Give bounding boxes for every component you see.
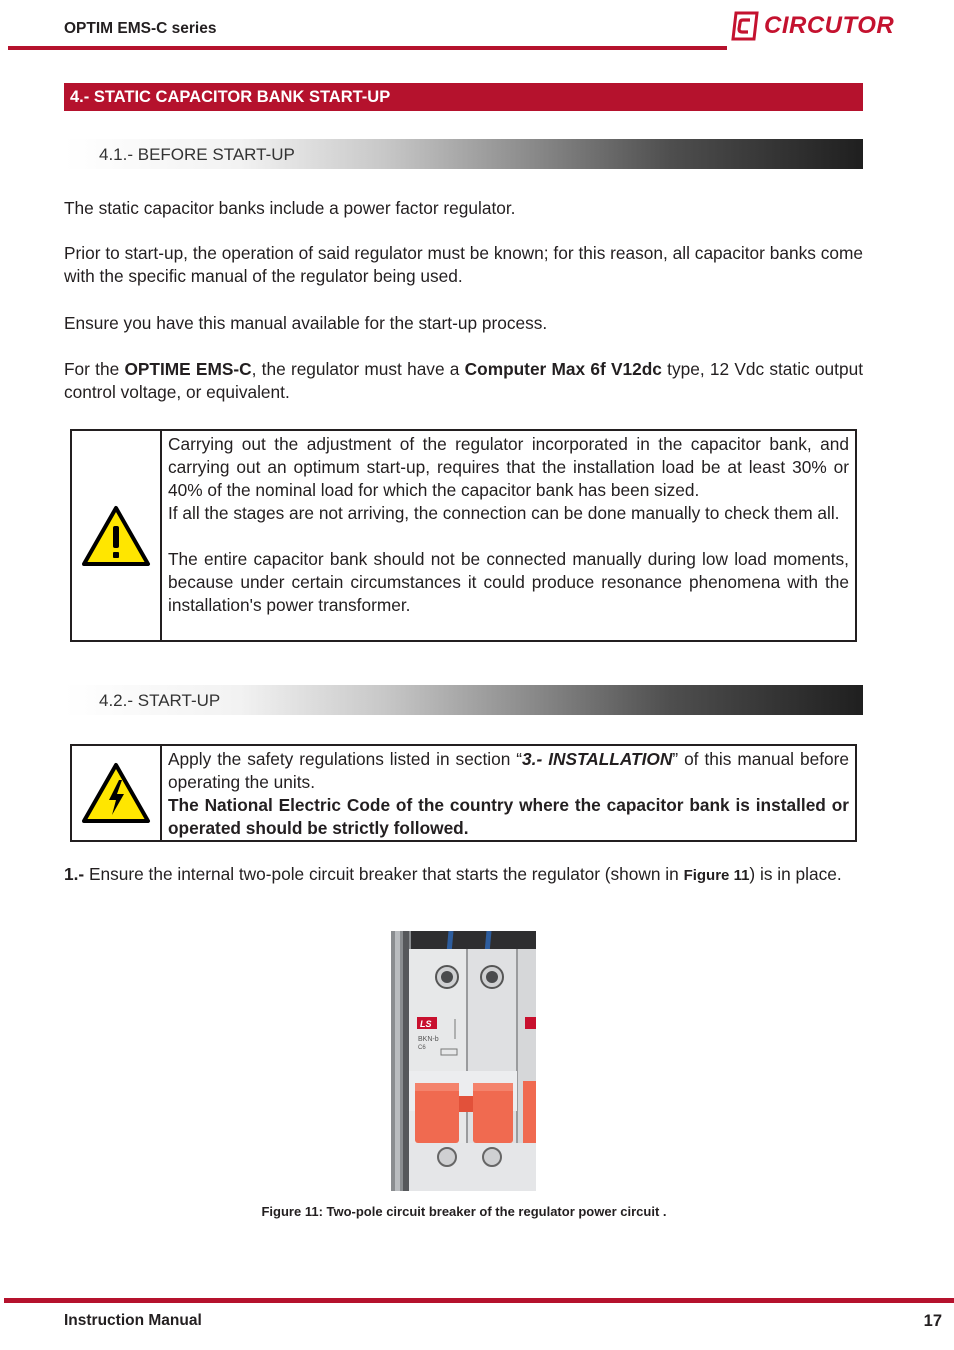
- breaker-illustration: [391, 931, 536, 1191]
- step-1: [64, 863, 863, 887]
- paragraph-regulator-intro: The static capacitor banks include a power factor regulator.: [64, 198, 516, 218]
- warning-line-load: Carrying out the adjustment of the regulator incorporated in the capacitor bank, and carrying out an optimum start-up, requires that the installation load be at least 30% or 40% of the nominal load for which the capacitor bank has been sized.: [168, 434, 849, 500]
- safety-text: [162, 746, 855, 840]
- breaker-rating-label: C6: [418, 1045, 426, 1051]
- product-name: OPTIME EMS-C: [124, 359, 252, 379]
- paragraph-prior-startup: Prior to start-up, the operation of said regulator must be known; for this reason, all capacitor banks come with the specific manual of the regulator being used.: [64, 243, 863, 286]
- warning-line-resonance: The entire capacitor bank should not be connected manually during low load moments, because under certain circumstances it could produce resonance phenomena with the installation's power transformer.: [168, 549, 849, 615]
- regulator-model: Computer Max 6f V12dc: [464, 359, 662, 379]
- warning-icon-cell: [72, 431, 162, 640]
- electric-code-notice: The National Electric Code of the country where the capacitor bank is installed or operated should be strictly followed.: [168, 795, 849, 838]
- electrical-hazard-icon: [81, 762, 151, 824]
- figure-caption: Figure 11: Two-pole circuit breaker of the regulator power circuit .: [261, 1204, 667, 1219]
- paragraph-regulator-type: [64, 358, 863, 404]
- footer-rule: [4, 1298, 954, 1303]
- section-title: 4.- STATIC CAPACITOR BANK START-UP: [64, 83, 863, 111]
- warning-line-stages: If all the stages are not arriving, the connection can be done manually to check them all.: [168, 503, 840, 523]
- hazard-icon-cell: [72, 746, 162, 840]
- warning-exclamation-icon: [81, 505, 151, 567]
- circutor-logo: [730, 8, 908, 44]
- text-run: ” of this manual before operating the units.: [168, 749, 849, 792]
- text-run: ) is in place.: [749, 864, 842, 884]
- logo-text: CIRCUTOR: [764, 12, 895, 39]
- subsection-title-before-startup: 4.1.- BEFORE START-UP: [64, 139, 863, 169]
- header-title: OPTIM EMS-C series: [64, 20, 217, 37]
- text-run: For the: [64, 359, 125, 379]
- text-run: Apply the safety regulations listed in section “: [168, 749, 523, 769]
- subsection-title-startup: 4.2.- START-UP: [64, 685, 863, 715]
- step-number: 1.-: [64, 864, 85, 884]
- section-reference-installation: 3.- INSTALLATION: [522, 749, 673, 769]
- text-run: , the regulator must have a: [251, 359, 465, 379]
- footer-manual-title: Instruction Manual: [64, 1312, 202, 1329]
- warning-box-adjustment: [70, 429, 857, 642]
- circuit-breaker-photo: [391, 931, 536, 1191]
- header-rule: [8, 46, 727, 50]
- page-number: 17: [923, 1312, 942, 1330]
- circutor-logo-icon: [730, 10, 760, 42]
- text-run: Ensure the internal two-pole circuit breaker that starts the regulator (shown in: [84, 864, 684, 884]
- breaker-brand-label: LS: [420, 1019, 432, 1029]
- breaker-model-label: BKN-b: [418, 1036, 439, 1043]
- figure-reference: Figure 11: [683, 867, 750, 884]
- paragraph-ensure-manual: Ensure you have this manual available for the start-up process.: [64, 313, 548, 333]
- text-run: type, 12 Vdc static output control voltage, or equivalent.: [64, 359, 863, 402]
- warning-box-safety: [70, 744, 857, 842]
- warning-text: [162, 431, 855, 640]
